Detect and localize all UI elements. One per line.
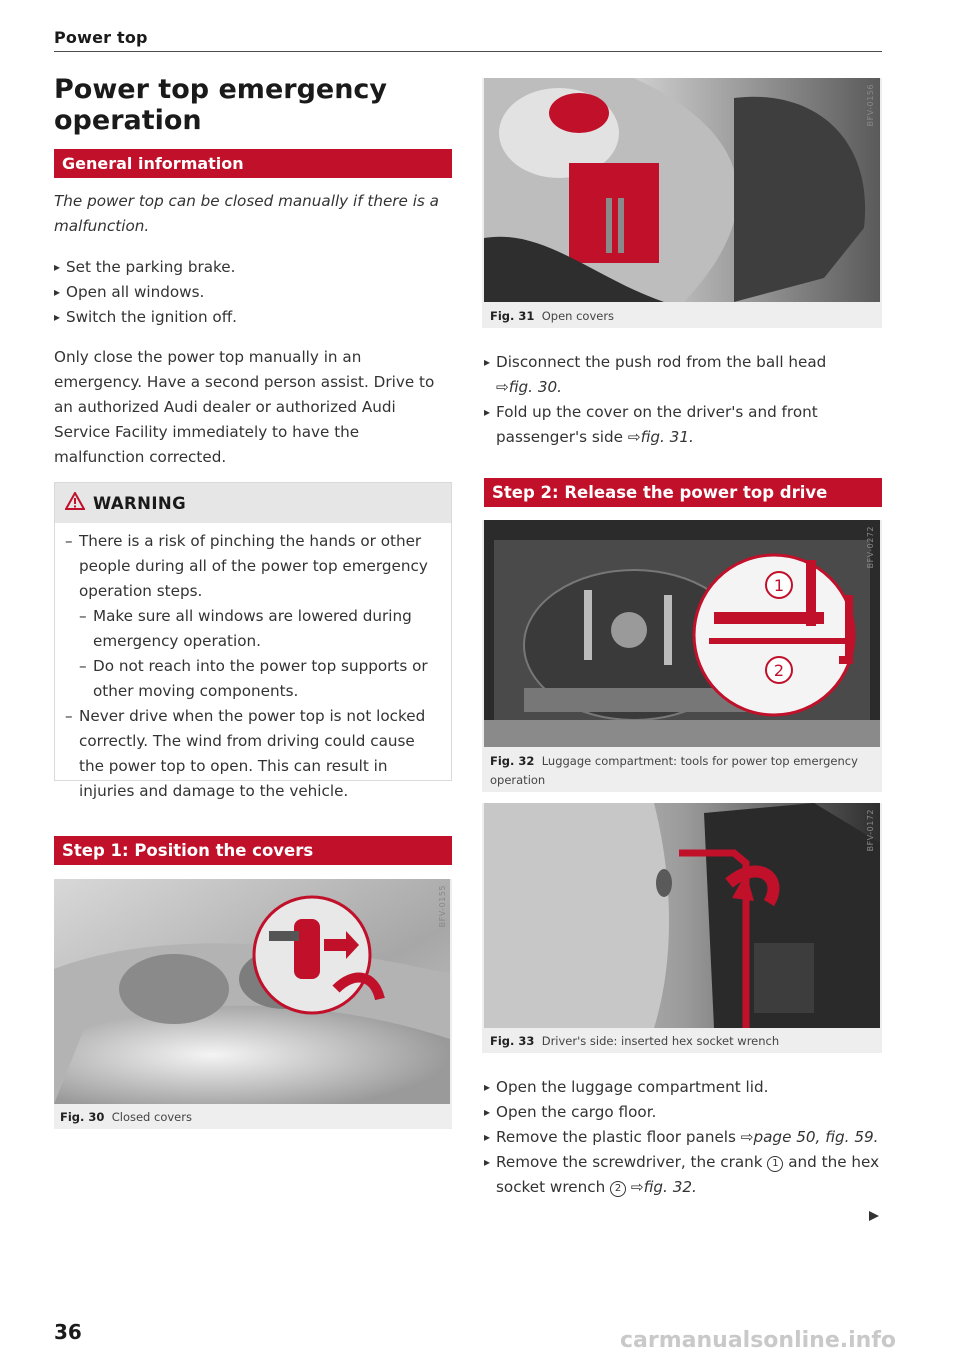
warning-item: – Make sure all windows are lowered during emergency operation. — [65, 604, 443, 654]
running-head: Power top — [54, 28, 148, 47]
figure-33-code: BFV-0172 — [866, 809, 875, 852]
callout-2: 2 — [773, 661, 785, 680]
figure-caption-text: Closed covers — [111, 1110, 192, 1124]
figure-32-image — [484, 520, 880, 747]
continue-arrow-icon — [868, 1207, 880, 1226]
figure-label: Fig. 31 — [490, 309, 535, 323]
figure-label: Fig. 32 — [490, 754, 535, 768]
step-item: ▸ Set the parking brake. — [54, 255, 452, 280]
general-intro: The power top can be closed manually if there is a malfunction. — [54, 192, 439, 235]
figure-caption-text: Driver's side: inserted hex socket wrench — [541, 1034, 780, 1048]
figure-31-code: BFV-0156 — [866, 84, 875, 127]
figure-caption-text: Open covers — [541, 309, 615, 323]
warning-item: – There is a risk of pinching the hands or other people during all of the power top emergency operation steps. — [65, 529, 443, 604]
figure-label: Fig. 33 — [490, 1034, 535, 1048]
figure-31-image — [484, 78, 880, 302]
figure-caption-text: Luggage compartment: tools for power top emergency operation — [490, 754, 858, 787]
figure-30 — [54, 879, 452, 1129]
release-steps — [484, 1075, 882, 1200]
general-info-heading: General information — [54, 149, 452, 178]
figure-31-caption — [490, 307, 614, 326]
step-item: ▸ Remove the plastic floor panels ⇨page 50, fig. 59. — [484, 1125, 882, 1150]
figure-33-image — [484, 803, 880, 1028]
step-item: ▸ Fold up the cover on the driver's and front passenger's side ⇨fig. 31. — [484, 400, 882, 450]
step-item: ▸ Disconnect the push rod from the ball head ⇨fig. 30. — [484, 350, 882, 400]
step-item: ▸ Switch the ignition off. — [54, 305, 452, 330]
figure-reference[interactable]: ⇨fig. 31. — [627, 428, 694, 446]
figure-30-image — [54, 879, 450, 1104]
figure-32 — [482, 520, 882, 792]
warning-box — [54, 482, 452, 800]
step2-heading: Step 2: Release the power top drive — [484, 478, 882, 507]
callout-marker: 1 — [767, 1156, 783, 1172]
warning-list — [55, 523, 451, 804]
step1-heading: Step 1: Position the covers — [54, 836, 452, 865]
preparation-steps — [54, 255, 452, 330]
page-title: Power top emergency operation — [54, 74, 388, 136]
callout-marker: 2 — [610, 1181, 626, 1197]
warning-item: – Do not reach into the power top supports or other moving components. — [65, 654, 443, 704]
figure-label: Fig. 30 — [60, 1110, 105, 1124]
page-reference[interactable]: ⇨page 50, fig. 59. — [740, 1128, 879, 1146]
warning-title: WARNING — [93, 493, 187, 513]
warning-item: – Never drive when the power top is not locked correctly. The wind from driving could cause the power top to open. This can result in injuries and damage to the vehicle. — [65, 704, 443, 804]
warning-header — [55, 483, 451, 523]
page-number: 36 — [54, 1320, 82, 1344]
figure-33-caption — [490, 1032, 779, 1051]
general-paragraph: Only close the power top manually in an emergency. Have a second person assist. Drive to an authorized Audi dealer or authorized Audi Service Facility immediately to have the malfunction corrected. — [54, 348, 435, 466]
figure-32-code: BFV-0272 — [866, 526, 875, 569]
step-item: ▸ Open the cargo floor. — [484, 1100, 882, 1125]
figure-reference[interactable]: ⇨fig. 32. — [630, 1178, 697, 1196]
figure-30-caption — [60, 1108, 192, 1127]
figure-32-caption — [490, 752, 876, 790]
figure-reference[interactable]: ⇨fig. 30. — [496, 378, 562, 396]
figure-30-code: BFV-0155 — [438, 885, 447, 928]
header-rule — [54, 51, 882, 52]
warning-triangle-icon — [65, 492, 85, 514]
figure-33 — [482, 803, 882, 1053]
figure-31 — [482, 78, 882, 328]
callout-1: 1 — [773, 576, 785, 595]
step-item: ▸ Open all windows. — [54, 280, 452, 305]
watermark: carmanualsonline.info — [620, 1328, 896, 1353]
step-item: ▸ Remove the screwdriver, the crank 1 and the hex socket wrench 2 ⇨fig. 32. — [484, 1150, 882, 1200]
step-item: ▸ Open the luggage compartment lid. — [484, 1075, 882, 1100]
cover-steps — [484, 350, 882, 450]
